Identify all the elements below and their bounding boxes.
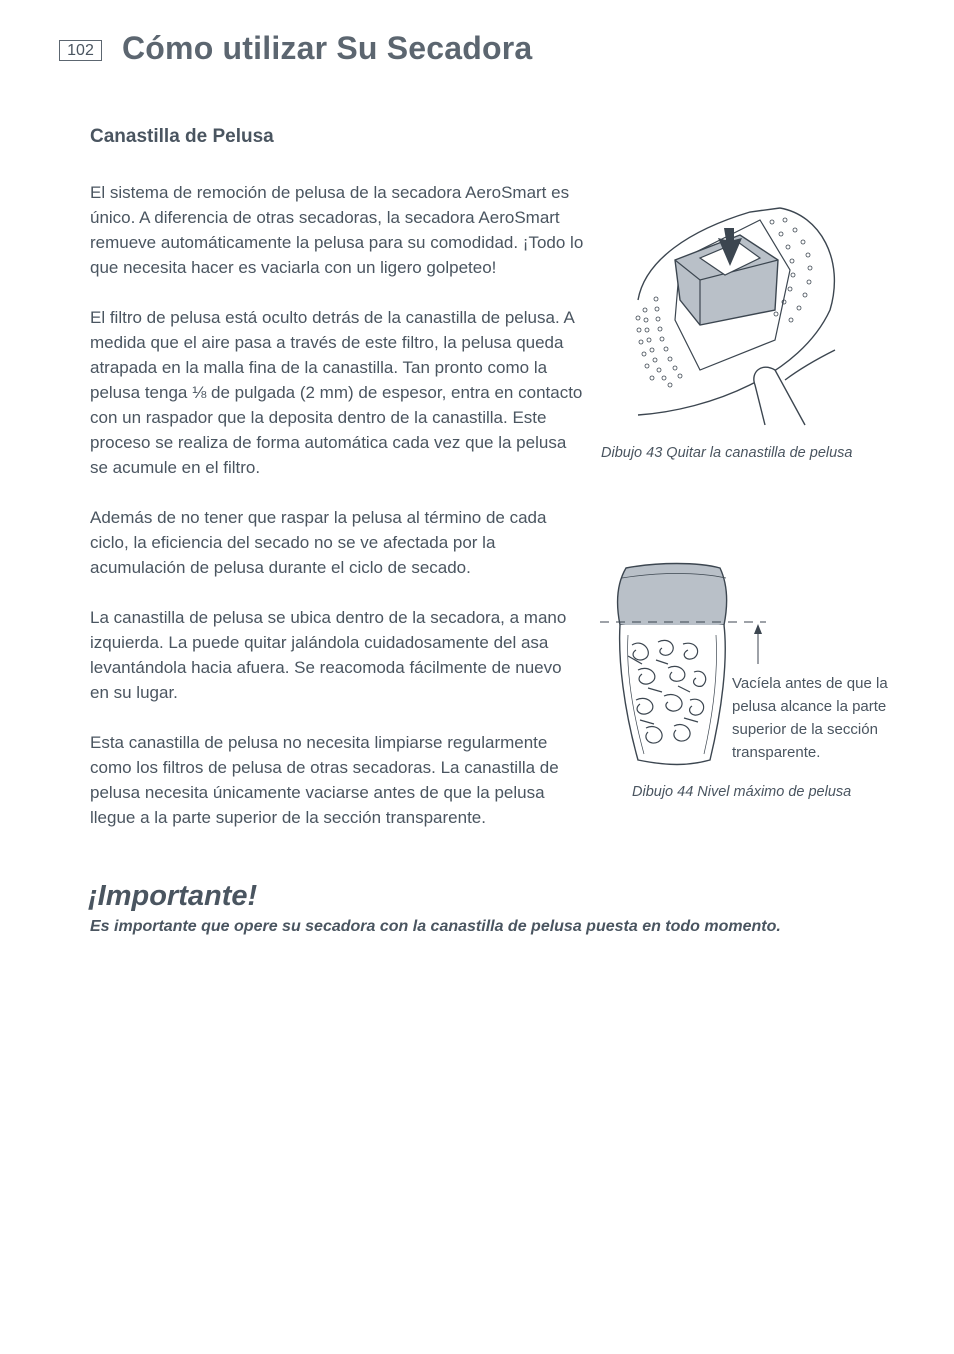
important-text: Es importante que opere su secadora con la canastilla de pelusa puesta en todo momento. [90,918,781,935]
figure-44-note: Vacíela antes de que la pelusa alcance la parte superior de la sección transparente. [732,675,888,761]
section-heading: Canastilla de Pelusa [90,126,274,147]
paragraph-filter: El filtro de pelusa está oculto detrás de la canastilla de pelusa. A medida que el aire pasa a través de este filtro, la pelusa queda atrapada en la malla fina de la canastilla. Tan pronto como la pelusa tenga ⅛ de pulgada (2 mm) de espesor, entra en contacto con un raspador que la deposita dentro de la canastilla. Este proceso se realiza de forma automática cada vez que la pelusa se acumule en el filtro. [90,308,583,477]
page-title: Cómo utilizar Su Secadora [122,30,533,66]
paragraph-intro: El sistema de remoción de pelusa de la secadora AeroSmart es único. A diferencia de otras secadoras, la secadora AeroSmart remueve automáticamente la pelusa para su comodidad. ¡Todo lo que necesita hacer es vaciarla con un ligero golpeteo! [90,183,584,277]
figure-43-caption: Dibujo 43 Quitar la canastilla de pelusa [601,445,853,461]
paragraph-efficiency: Además de no tener que raspar la pelusa al término de cada ciclo, la eficiencia del secado no se ve afectada por la acumulación de pelusa durante el ciclo de secado. [90,508,547,577]
paragraph-cleaning: Esta canastilla de pelusa no necesita limpiarse regularmente como los filtros de pelusa de otras secadoras. La canastilla de pelusa necesita únicamente vaciarse antes de que la pelusa llegue a la parte superior de la sección transparente. [90,733,559,827]
page-number: 102 [59,40,102,61]
figure-44-caption: Dibujo 44 Nivel máximo de pelusa [632,784,852,800]
lint-basket-removal-illustration [600,200,880,440]
important-heading: ¡Importante! [88,880,258,912]
body-text [90,180,585,855]
paragraph-location: La canastilla de pelusa se ubica dentro de la secadora, a mano izquierda. La puede quitar jalándola cuidadosamente del asa levantándola hacia afuera. Se reacomoda fácilmente de nuevo en su lugar. [90,608,567,702]
